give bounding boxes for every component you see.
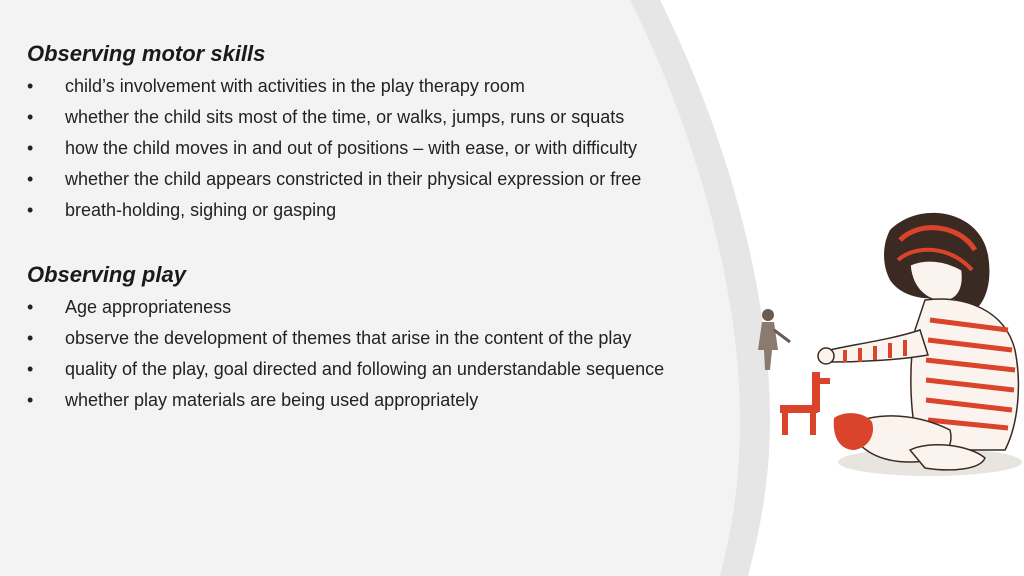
toy-figurine-icon	[758, 309, 790, 370]
bullet-icon: •	[27, 76, 34, 96]
toy-chair-icon	[780, 372, 830, 435]
list-item-text: how the child moves in and out of positions – with ease, or with difficulty	[65, 138, 637, 158]
list-item-text: whether the child sits most of the time, or walks, jumps, runs or squats	[65, 107, 625, 127]
motor-skills-list	[27, 74, 767, 223]
list-item	[27, 136, 767, 161]
bullet-icon: •	[27, 359, 34, 379]
list-item-text: Age appropriateness	[65, 297, 232, 317]
list-item-text: whether play materials are being used appropriately	[65, 390, 479, 410]
list-item-text: whether the child appears constricted in their physical expression or free	[65, 169, 642, 189]
list-item	[27, 167, 767, 192]
child-playing-illustration	[750, 200, 1024, 490]
bullet-icon: •	[27, 169, 34, 189]
list-item-text: child’s involvement with activities in the play therapy room	[65, 76, 525, 96]
play-list	[27, 295, 767, 413]
bullet-icon: •	[27, 390, 34, 410]
child-figure	[818, 213, 1018, 470]
bullet-icon: •	[27, 107, 34, 127]
bullet-icon: •	[27, 328, 34, 348]
slide-content	[27, 40, 767, 419]
bullet-icon: •	[27, 200, 34, 220]
list-item	[27, 198, 767, 223]
bullet-icon: •	[27, 138, 34, 158]
list-item	[27, 105, 767, 130]
list-item	[27, 295, 767, 320]
list-item-text: breath-holding, sighing or gasping	[65, 200, 337, 220]
bullet-icon: •	[27, 297, 34, 317]
motor-skills-heading: Observing motor skills	[27, 41, 266, 66]
play-heading: Observing play	[27, 262, 186, 287]
list-item-text: observe the development of themes that arise in the content of the play	[65, 328, 632, 348]
list-item	[27, 74, 767, 99]
list-item	[27, 357, 705, 382]
list-item	[27, 326, 767, 351]
list-item	[27, 388, 767, 413]
list-item-text: quality of the play, goal directed and following an understandable sequence	[65, 359, 665, 379]
